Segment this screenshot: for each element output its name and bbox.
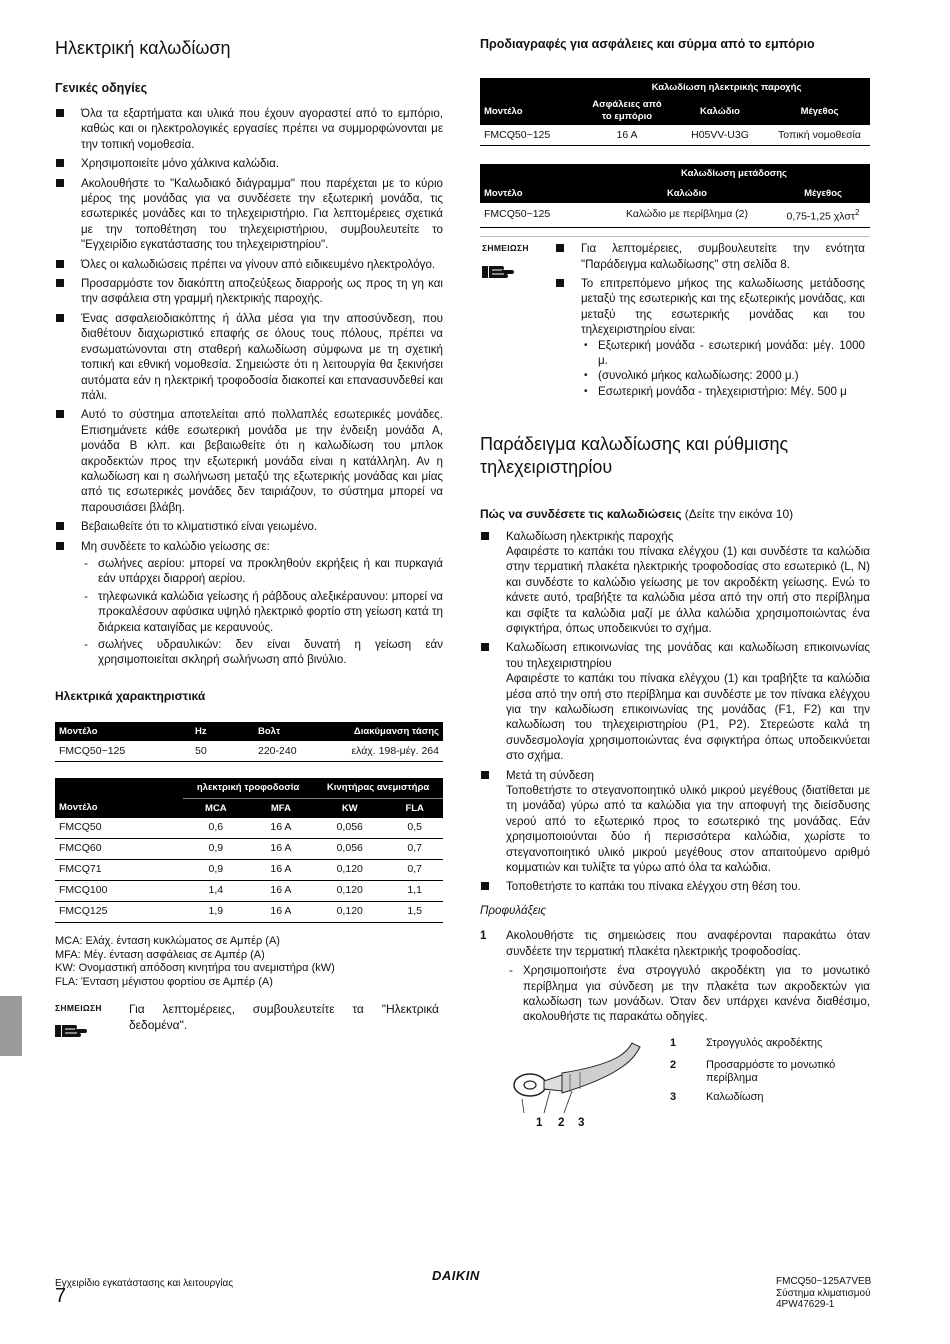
step-dash-list — [506, 963, 870, 1025]
table-cell: 220-240 — [254, 741, 332, 762]
list-item: Για λεπτομέρειες, συμβουλευτείτε την ενότητα "Παράδειγμα καλωδίωσης" στη σελίδα 8. — [555, 241, 865, 272]
table-cell: 1,4 — [183, 881, 249, 902]
table-cell: 0,5 — [386, 818, 443, 839]
list-item-continued — [581, 368, 865, 383]
elec-table-1 — [55, 722, 443, 762]
table-group-header: ηλεκτρική τροφοδοσία — [183, 778, 313, 798]
table-header: Καλώδιο — [598, 184, 776, 203]
table-header: Μοντέλο — [55, 722, 191, 741]
item-title: Μετά τη σύνδεση — [506, 768, 594, 782]
legend-number: 2 — [670, 1058, 677, 1071]
note-box — [480, 236, 870, 405]
legend-line: MFA: Μέγ. ένταση ασφάλειας σε Αμπέρ (A) — [55, 948, 265, 961]
legend-number: 3 — [670, 1090, 677, 1103]
table-cell: FMCQ125 — [55, 902, 183, 923]
table-cell: Καλώδιο με περίβλημα (2) — [598, 203, 776, 227]
note-box — [55, 1001, 443, 1045]
list-item: Ακολουθήστε το "Καλωδιακό διάγραμμα" που παρέχεται με το κύριο μέρος της μονάδας για να συνδέσετε την εξωτερική μονάδα, τις εσωτερικές μονάδες και το τηλεχειριστήριο. Για λεπτομέρειες σχετικά με την τοποθέτηση του τηλεχειριστήριου, συμβουλευτείτε το "Εγχειρίδιο εγκατάστασης του τηλεχειριστηρίου". — [55, 176, 443, 253]
table-cell: 16 A — [249, 902, 313, 923]
table-cell: FMCQ60 — [55, 839, 183, 860]
connect-heading-bold: Πώς να συνδέσετε τις καλωδιώσεις — [480, 507, 682, 522]
table-header: MFA — [249, 798, 313, 818]
spec-heading: Προδιαγραφές για ασφάλειες και σύρμα από το εμπόριο — [480, 37, 815, 51]
note-badge — [55, 1001, 125, 1041]
figure-label: 1 — [536, 1115, 543, 1129]
example-heading — [480, 433, 870, 479]
table-cell: FMCQ71 — [55, 860, 183, 881]
connect-heading — [480, 507, 870, 522]
table-cell: FMCQ100 — [55, 881, 183, 902]
list-item: - σωλήνες υδραυλικών: δεν είναι δυνατή η γείωση εάν χρησιμοποιείται σκληρή σωλήνωση από βινύλιο. — [81, 637, 443, 668]
list-item: Χρησιμοποιείτε μόνο χάλκινα καλώδια. — [55, 156, 443, 171]
table-cell: H05VV-U3G — [671, 125, 769, 146]
figure-label: 3 — [578, 1115, 585, 1129]
list-item: Όλες οι καλωδιώσεις πρέπει να γίνουν από ειδικευμένο ηλεκτρολόγο. — [55, 257, 443, 272]
table-cell — [776, 203, 870, 227]
ground-list — [81, 556, 443, 668]
table-row — [55, 818, 443, 839]
legend-text: Καλωδίωση — [706, 1090, 764, 1103]
legend-line: MCA: Ελάχ. ένταση κυκλώματος σε Αμπέρ (A) — [55, 935, 280, 948]
table-row — [55, 881, 443, 902]
example-heading-line: Παράδειγμα καλωδίωσης και ρύθμισης — [480, 434, 789, 455]
table-header: Μοντέλο — [55, 798, 183, 818]
table-cell: 0,120 — [313, 902, 386, 923]
footer-manual-title: Εγχειρίδιο εγκατάστασης και λειτουργίας — [55, 1278, 234, 1289]
table-cell: 1,1 — [386, 881, 443, 902]
connect-list — [480, 529, 870, 895]
item-text: Αφαιρέστε το καπάκι του πίνακα ελέγχου (1) και τραβήξτε τα καλώδια μέσα από την οπή στο περίβλημα και συνδέστε με τον πίνακα ελέγχου για την καλωδίωση επικοινωνίας της μονάδας (F1, F2) και την καλωδίωση του τηλεχειριστηρίου (P1, P2). Στερεώστε καλά τη συνδεσμολογία χρησιμοποιώντας ένα σφιγκτήρα όπως υποδεικνύεται στο σχήμα. — [506, 672, 870, 763]
list-item: Όλα τα εξαρτήματα και υλικά που έχουν αγοραστεί από το εμπόριο, καθώς και οι ηλεκτρολογικές εργασίες πρέπει να συμμορφώνονται με την τοπική νομοθεσία. — [55, 106, 443, 152]
legend-item — [670, 1091, 870, 1104]
note-label: ΣΗΜΕΙΩΣΗ — [482, 243, 529, 254]
note-text: Για λεπτομέρειες, συμβουλευτείτε τα "Ηλεκτρικά δεδομένα". — [129, 1002, 439, 1033]
legend-text: Στρογγυλός ακροδέκτης — [706, 1036, 823, 1049]
table-cell: 0,120 — [313, 881, 386, 902]
transmission-wiring-table — [480, 164, 870, 228]
table-group-header: Καλωδίωση ηλεκτρικής παροχής — [583, 78, 870, 97]
terminal-figure — [480, 1035, 870, 1129]
size-value: 0,75-1,25 χλστ — [786, 210, 856, 223]
note-badge — [482, 241, 552, 281]
section-title: Ηλεκτρική καλωδίωση — [55, 38, 231, 58]
list-item: Ένας ασφαλειοδιακόπτης ή άλλα μέσα για την αποσύνδεση, που διαθέτουν διαχωριστικό επαφής σε όλους τους πόλους, πρέπει να ενσωματώνονται στη σταθερή καλωδίωση σύμφωνα με τη σχετική τοπική και εθνική νομοθεσία. Σημειώστε ότι η λειτουργία θα ξεκινήσει αυτόματα εάν η ηλεκτρική τροφοδοσία διακοπεί και επανασυνδεθεί και πάλι. — [55, 311, 443, 403]
note-paragraph: Το επιτρεπόμενο μήκος της καλωδίωσης μετάδοσης μεταξύ της εσωτερικής και της εξωτερικής μονάδας, και μεταξύ της εσωτερικής μονάδας και του τηλεχειριστηρίου είναι: — [581, 276, 865, 337]
list-item — [55, 539, 443, 668]
table-cell: 16 A — [249, 818, 313, 839]
table-cell: FMCQ50~125 — [55, 741, 191, 762]
note-subline: (συνολικό μήκος καλωδίωσης: 2000 μ.) — [598, 369, 799, 383]
list-item: - Χρησιμοποιήστε ένα στρογγυλό ακροδέκτη για το μονωτικό περίβλημα για σύνδεση με την πλακέτα των ακροδεκτών για καλωδίωση των μονάδων. Όταν δεν υπάρχει κανένα διαθέσιμο, ακολουθήστε τις παρακάτω οδηγίες. — [506, 963, 870, 1025]
table-cell: 16 A — [249, 839, 313, 860]
general-heading: Γενικές οδηγίες — [55, 81, 148, 95]
superscript: 2 — [855, 208, 860, 218]
figure-label: 2 — [558, 1115, 565, 1129]
ground-intro: Μη συνδέετε το καλώδιο γείωσης σε: — [81, 539, 270, 553]
list-item — [480, 879, 870, 894]
legend-text: Προσαρμόστε το μονωτικό περίβλημα — [706, 1058, 836, 1084]
table-cell: 16 A — [249, 881, 313, 902]
table-header: Διακύμανση τάσης — [332, 722, 443, 741]
table-cell: 16 A — [249, 860, 313, 881]
note-label: ΣΗΜΕΙΩΣΗ — [55, 1003, 102, 1014]
item-title: Καλωδίωση ηλεκτρικής παροχής — [506, 529, 674, 543]
list-item — [480, 768, 870, 876]
table-cell: FMCQ50~125 — [480, 203, 598, 227]
list-item: • Εσωτερική μονάδα - τηλεχειριστήριο: Μέγ. 500 μ — [581, 384, 865, 399]
table-header: KW — [313, 798, 386, 818]
list-item: Προσαρμόστε τον διακόπτη αποζεύξεως διαρροής ως προς τη γη και την ασφάλεια στη γραμμή ηλεκτρικής παροχής. — [55, 276, 443, 307]
legend-line: KW: Ονομαστική απόδοση κινητήρα του ανεμιστήρα (kW) — [55, 962, 335, 975]
side-tab-marker — [0, 996, 22, 1056]
table-cell: ελάχ. 198-μέγ. 264 — [332, 741, 443, 762]
connect-figure-ref: (Δείτε την εικόνα 10) — [681, 507, 794, 522]
table-row — [480, 203, 870, 227]
item-text: Αφαιρέστε το καπάκι του πίνακα ελέγχου (1) και συνδέστε τα καλώδια στην τερματική πλακέτα ηλεκτρικής τροφοδοσίας στο εσωτερικό (L, N) και συνδέστε το καλώδιο γείωσης με τον ακροδέκτη γείωσης. Ενώ το κάνετε αυτό, τραβήξτε τα καλώδια μέσα από την οπή στο περίβλημα και σφίξτε τα καλώδια μαζί με άλλα καλώδια χρησιμοποιώντας ένα σφιγκτήρα, όπως υποδεικνύει το σχήμα. — [506, 544, 870, 635]
table-header: Καλώδιο — [671, 97, 769, 125]
table-header: Μέγεθος — [769, 97, 870, 125]
elec-heading: Ηλεκτρικά χαρακτηριστικά — [55, 688, 206, 703]
list-item — [555, 276, 865, 399]
list-item — [480, 529, 870, 637]
item-title: Τοποθετήστε το καπάκι του πίνακα ελέγχου στη θέση του. — [506, 880, 801, 894]
table-header: Μοντέλο — [480, 184, 598, 203]
step-1 — [480, 928, 870, 1024]
table-header: MCA — [183, 798, 249, 818]
footer-model-info — [776, 1276, 871, 1311]
list-item — [480, 640, 870, 763]
table-header: Hz — [191, 722, 254, 741]
table-cell: 0,120 — [313, 860, 386, 881]
step-number: 1 — [480, 929, 487, 943]
example-heading-line: τηλεχειριστηρίου — [480, 457, 613, 478]
table-cell: 0,9 — [183, 839, 249, 860]
item-title: Καλωδίωση επικοινωνίας της μονάδας και καλωδίωση επικοινωνίας του τηλεχειριστηρίου — [506, 641, 870, 670]
pointing-hand-icon — [55, 1019, 87, 1041]
legend-number: 1 — [670, 1036, 677, 1049]
table-cell: 1,9 — [183, 902, 249, 923]
legend-line: FLA: Ένταση μέγιστου φορτίου σε Αμπέρ (A) — [55, 975, 273, 988]
table-header: Βολτ — [254, 722, 332, 741]
list-item: • Εξωτερική μονάδα - εσωτερική μονάδα: μέγ. 1000 μ. — [581, 338, 865, 369]
list-item: - σωλήνες αερίου: μπορεί να προκληθούν εκρήξεις ή και πυρκαγιά εάν υπάρχει διαρροή αερίου. — [81, 556, 443, 587]
table-row — [55, 902, 443, 923]
table-group-header: Κινητήρας ανεμιστήρα — [313, 778, 443, 798]
table-cell: 0,6 — [183, 818, 249, 839]
general-list — [55, 106, 443, 668]
legend-item — [670, 1037, 870, 1059]
note-list — [555, 241, 865, 399]
list-item: - τηλεφωνικά καλώδια γείωσης ή ράβδους αλεξικέραυνου: μπορεί να προκαλέσουν αφύσικα υψηλό ηλεκτρικό φορτίο στη γείωση κατά τη διάρκεια καταιγίδας με κεραυνούς. — [81, 589, 443, 635]
footer-model: FMCQ50~125A7VEB — [776, 1276, 872, 1287]
right-column — [480, 36, 870, 1129]
round-terminal-illustration — [510, 1037, 650, 1117]
left-column — [55, 36, 443, 1045]
table-row — [55, 741, 443, 762]
table-cell: 0,7 — [386, 839, 443, 860]
table-row — [480, 125, 870, 146]
table-cell: 0,7 — [386, 860, 443, 881]
list-item: Βεβαιωθείτε ότι το κλιματιστικό είναι γειωμένο. — [55, 519, 443, 534]
table-legend — [55, 935, 443, 989]
footer-code: 4PW47629-1 — [776, 1299, 835, 1310]
table-cell: 0,056 — [313, 839, 386, 860]
table-cell: 0,056 — [313, 818, 386, 839]
table-cell: 16 A — [583, 125, 671, 146]
table-cell: FMCQ50 — [55, 818, 183, 839]
table-row — [55, 860, 443, 881]
table-group-header: Καλωδίωση μετάδοσης — [598, 164, 870, 183]
table-header: FLA — [386, 798, 443, 818]
table-cell: FMCQ50~125 — [480, 125, 583, 146]
note-bullets — [581, 338, 865, 400]
item-text: Τοποθετήστε το στεγανοποιητικό υλικό μικρού μεγέθους (διατίθεται με τη μονάδα) γύρω από τα καλώδια για την αποφυγή της διείσδυσης νερού από το εξωτερικό προς το εσωτερικό της μονάδας. Εάν χρησιμοποιούνται δύο ή περισσότερα καλώδια, χωρίστε το στεγανοποιητικό υλικό μικρού μεγέθους στον απαιτούμενο αριθμό κομματιών και τυλίξτε τα γύρω από όλα τα καλώδια. — [506, 784, 870, 875]
table-row — [55, 839, 443, 860]
table-header: Μοντέλο — [480, 97, 583, 125]
pointing-hand-icon — [482, 260, 514, 282]
table-cell: 50 — [191, 741, 254, 762]
table-cell: 1,5 — [386, 902, 443, 923]
precautions-heading: Προφυλάξεις — [480, 903, 547, 917]
note-content — [555, 241, 865, 403]
list-item: Αυτό το σύστημα αποτελείται από πολλαπλές εσωτερικές μονάδες. Επισημάνετε κάθε εσωτερική μονάδα με την ένδειξη μονάδα Α, μονάδα Β κλπ. και βεβαιωθείτε ότι η καλωδίωση του μπλοκ ακροδεκτών προς την εξωτερική μονάδα είναι η κατάλληλη. Αν η καλωδίωση και η σωλήνωση μεταξύ της εξωτερικής μονάδας και μίας από τις εσωτερικές μονάδες δεν ταιριάζουν, το σύστημα μπορεί να παρουσιάσει βλάβη. — [55, 407, 443, 515]
page-number: 7 — [55, 1285, 67, 1307]
step-text: Ακολουθήστε τις σημειώσεις που αναφέρονται παρακάτω όταν συνδέετε την τερματική πλακέτα ηλεκτρικής τροφοδοσίας. — [506, 929, 870, 958]
elec-table-2 — [55, 778, 443, 923]
footer-system: Σύστημα κλιματισμού — [776, 1287, 871, 1299]
figure-legend — [670, 1037, 870, 1104]
table-header: Μέγεθος — [776, 184, 870, 203]
table-cell: 0,9 — [183, 860, 249, 881]
table-cell: Τοπική νομοθεσία — [769, 125, 870, 146]
table-header: Ασφάλειες από το εμπόριο — [583, 97, 671, 125]
legend-item — [670, 1059, 870, 1091]
brand-logo: DAIKIN — [432, 1268, 480, 1283]
supply-wiring-table — [480, 78, 870, 146]
